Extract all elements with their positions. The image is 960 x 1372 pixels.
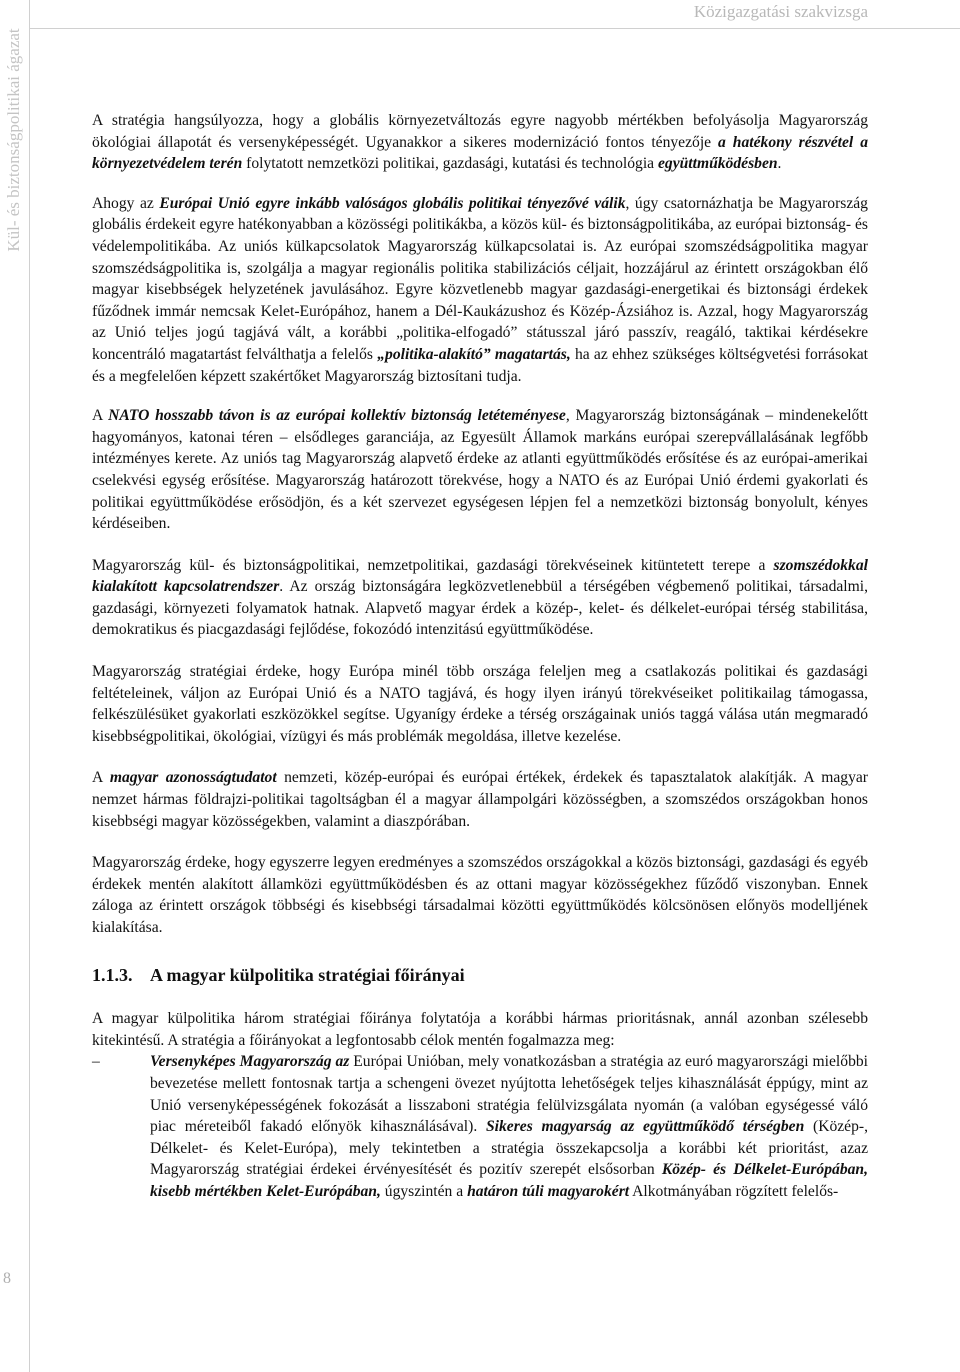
text: folytatott nemzetközi politikai, gazdasági, kutatási és technológia: [242, 155, 658, 173]
text: .: [777, 155, 782, 173]
text: , Magyarország biztonságának – mindenekelőtt hagyományos, katonai téren – elsődleges garanciája, az Egyesült Államok markáns európai szerepvállalásának legfőbb intézményes kerete. Az uniós tag Magyarország alapvető érdeke az atlanti együttműködés erősítése és az európai-amerikai cselekvési egység erősítése. Magyarország határozott törekvése, hogy a NATO és az Európai Unió érdemi gyakorlati és politikai együttműködése erősödjön, és a két szervezet egységesen lépjen fel a nemzetközi biztonság bonyolult, kényes kérdéseiben.: [92, 407, 868, 533]
side-section-label: Kül- és biztonságpolitikai ágazat: [4, 28, 23, 252]
text: ha az ehhez szükséges költségvetési forrásokat és a megfelelően képzett szakértőket Magyarország biztosítani tudja.: [92, 345, 868, 385]
running-header: Közigazgatási szakvizsga: [693, 2, 868, 21]
document-body: [92, 110, 868, 1203]
section-heading: [92, 965, 868, 987]
list-item-text: [150, 1051, 868, 1202]
text: . Az ország biztonságára legközvetlenebbül a térségében végbemenő politikai, társadalmi, gazdasági, környezeti folyamatok hatnak. Alapvető magyar érdek a közép-, kelet- és délkelet-európai térség stabilitása, demokratikus és piacgazdasági fejlődése, fokozódó intenzitású együttműködése.: [92, 578, 868, 639]
page-number: 8: [3, 1270, 11, 1287]
text: Magyarország kül- és biztonságpolitikai, nemzetpolitikai, gazdasági törekvéseinek kitüntetett terepe a: [92, 556, 774, 574]
emphasis: határon túli magyarokért: [467, 1182, 630, 1200]
emphasis: együttműködésben: [657, 155, 778, 173]
text: A: [92, 769, 110, 787]
text: Alkotmányában rögzített felelős-: [629, 1182, 839, 1200]
emphasis: NATO hosszabb távon is az európai kollektív biztonság letéteményese: [108, 407, 566, 425]
paragraph-7: [92, 852, 868, 938]
side-rule: [29, 0, 30, 1372]
section-title: A magyar külpolitika stratégiai főirányai: [150, 964, 465, 985]
header-rule: [30, 28, 960, 29]
text: nemzeti, közép-európai és európai értékek, érdekek és tapasztalatok alakítják. A magyar nemzet hármas földrajzi-politikai tagoltságban él a magyar állampolgári közösségben, a szomszédos országokban honos kisebbségi magyar közösségekben, valamint a diaszpórában.: [92, 769, 868, 830]
text: (Közép-, Délkelet- és Kelet-Európa), mely tekintetben a stratégia összekapcsolja a korábbi két prioritást, azaz Magyarország stratégiai érdekei érvényesítését és pozitív szerepét elsősorban: [150, 1118, 868, 1179]
emphasis: Európai Unió egyre inkább valóságos globális politikai tényezővé válik: [159, 194, 626, 212]
dash-bullet: –: [92, 1053, 100, 1071]
text: úgyszintén a: [380, 1182, 468, 1200]
text: , úgy csatornázhatja be Magyarország globális érdekeit egyre hatékonyabban a közösségi politikákba, a közös kül- és biztonságpolitikába, az európai biztonság- és védelempolitikába. Az uniós külkapcsolatok Magyarország külkapcsolatai is. Az európai szomszédságpolitika magyar szomszédságpolitika is, szolgálja a magyar regionális politika stabilizációs céljait, hozzájárul az érintett országokban élő magyar kisebbségek helyzetének javulásához. Egyre közvetlenebb magyar gazdasági-energetikai és biztonsági érdekek fűződnek immár nemcsak Kelet-Európához, hanem a Dél-Kaukázushoz és Közép-Ázsiához is. Azzal, hogy Magyarország az Unió teljes jogú tagjává vált, a korábbi „politika-elfogadó” státusszal járó passzív, reagáló, taktikai kérdésekre koncentráló magatartást felválthatja a felelős: [92, 194, 868, 363]
text: Európai Unióban, mely vonatkozásban a stratégia az euró magyarországi mielőbbi bevezetése mellett fontosnak tartja a schengeni övezet nyújtotta lehetőségek teljes kihasználását éppúgy, mint az Unió versenyképességének fokozását a lisszaboni stratégia felülvizsgálata nyomán (a valóban egységessé váló piac méreteiből fakadó előnyök kihasználásával).: [150, 1053, 868, 1136]
paragraph-8: [92, 1008, 868, 1051]
paragraph-4: [92, 555, 868, 641]
emphasis: Sikeres magyarság az együttműködő térségben: [485, 1118, 805, 1136]
emphasis: magyar azonosságtudatot: [109, 769, 277, 787]
text: Magyarország stratégiai érdeke, hogy Európa minél több országa feleljen meg a csatlakozás politikai és gazdasági feltételeinek, váljon az Európai Unió és a NATO tagjává, és hogy ilyen irányú törekvéseiket politikailag támogassa, felkészülésüket gyakorlati eszközökkel segítse. Ugyanígy érdeke a térség országainak uniós taggá válása után megmaradó kisebbségpolitikai, ökológiai, vízügyi és más problémák megoldása, illetve kezelése.: [92, 663, 868, 745]
paragraph-3: [92, 405, 868, 535]
paragraph-1: [92, 110, 868, 175]
paragraph-6: [92, 767, 868, 832]
emphasis: „politika-alakító” magatartás,: [377, 345, 571, 363]
emphasis: Versenyképes Magyarország az: [150, 1053, 350, 1071]
section-number: 1.1.3.: [92, 964, 133, 985]
text: A magyar külpolitika három stratégiai főiránya folytatója a korábbi hármas prioritásnak, annál azonban szélesebb kitekintésű. A stratégia a főirányokat a legfontosabb célok mentén fogalmazza meg:: [92, 1010, 868, 1049]
text: Ahogy az: [92, 194, 160, 212]
emphasis: Közép- és Délkelet-Európában, kisebb mértékben Kelet-Európában,: [150, 1161, 868, 1200]
paragraph-5: [92, 661, 868, 747]
text: A: [92, 407, 109, 425]
emphasis: szomszédokkal kialakított kapcsolatrendszer: [92, 556, 868, 596]
paragraph-2: [92, 193, 868, 387]
emphasis: a hatékony részvétel a környezetvédelem terén: [92, 133, 868, 173]
text: A stratégia hangsúlyozza, hogy a globális környezetváltozás egyre nagyobb mértékben befolyásolja Magyarország ökológiai állapotát és versenyképességét. Ugyanakkor a sikeres modernizáció fontos tényezője: [92, 112, 868, 151]
list-item: [92, 1051, 868, 1202]
text: Magyarország érdeke, hogy egyszerre legyen eredményes a szomszédos országokkal a közös biztonsági, gazdasági és egyéb érdekek mentén alakított államközi együttműködésben és az ottani magyar közösségekhez fűződő viszonyban. Ennek záloga az érintett országok többségi és kisebbségi társadalmai közötti együttműködés kölcsönösen előnyös modelljének kialakítása.: [92, 854, 868, 936]
